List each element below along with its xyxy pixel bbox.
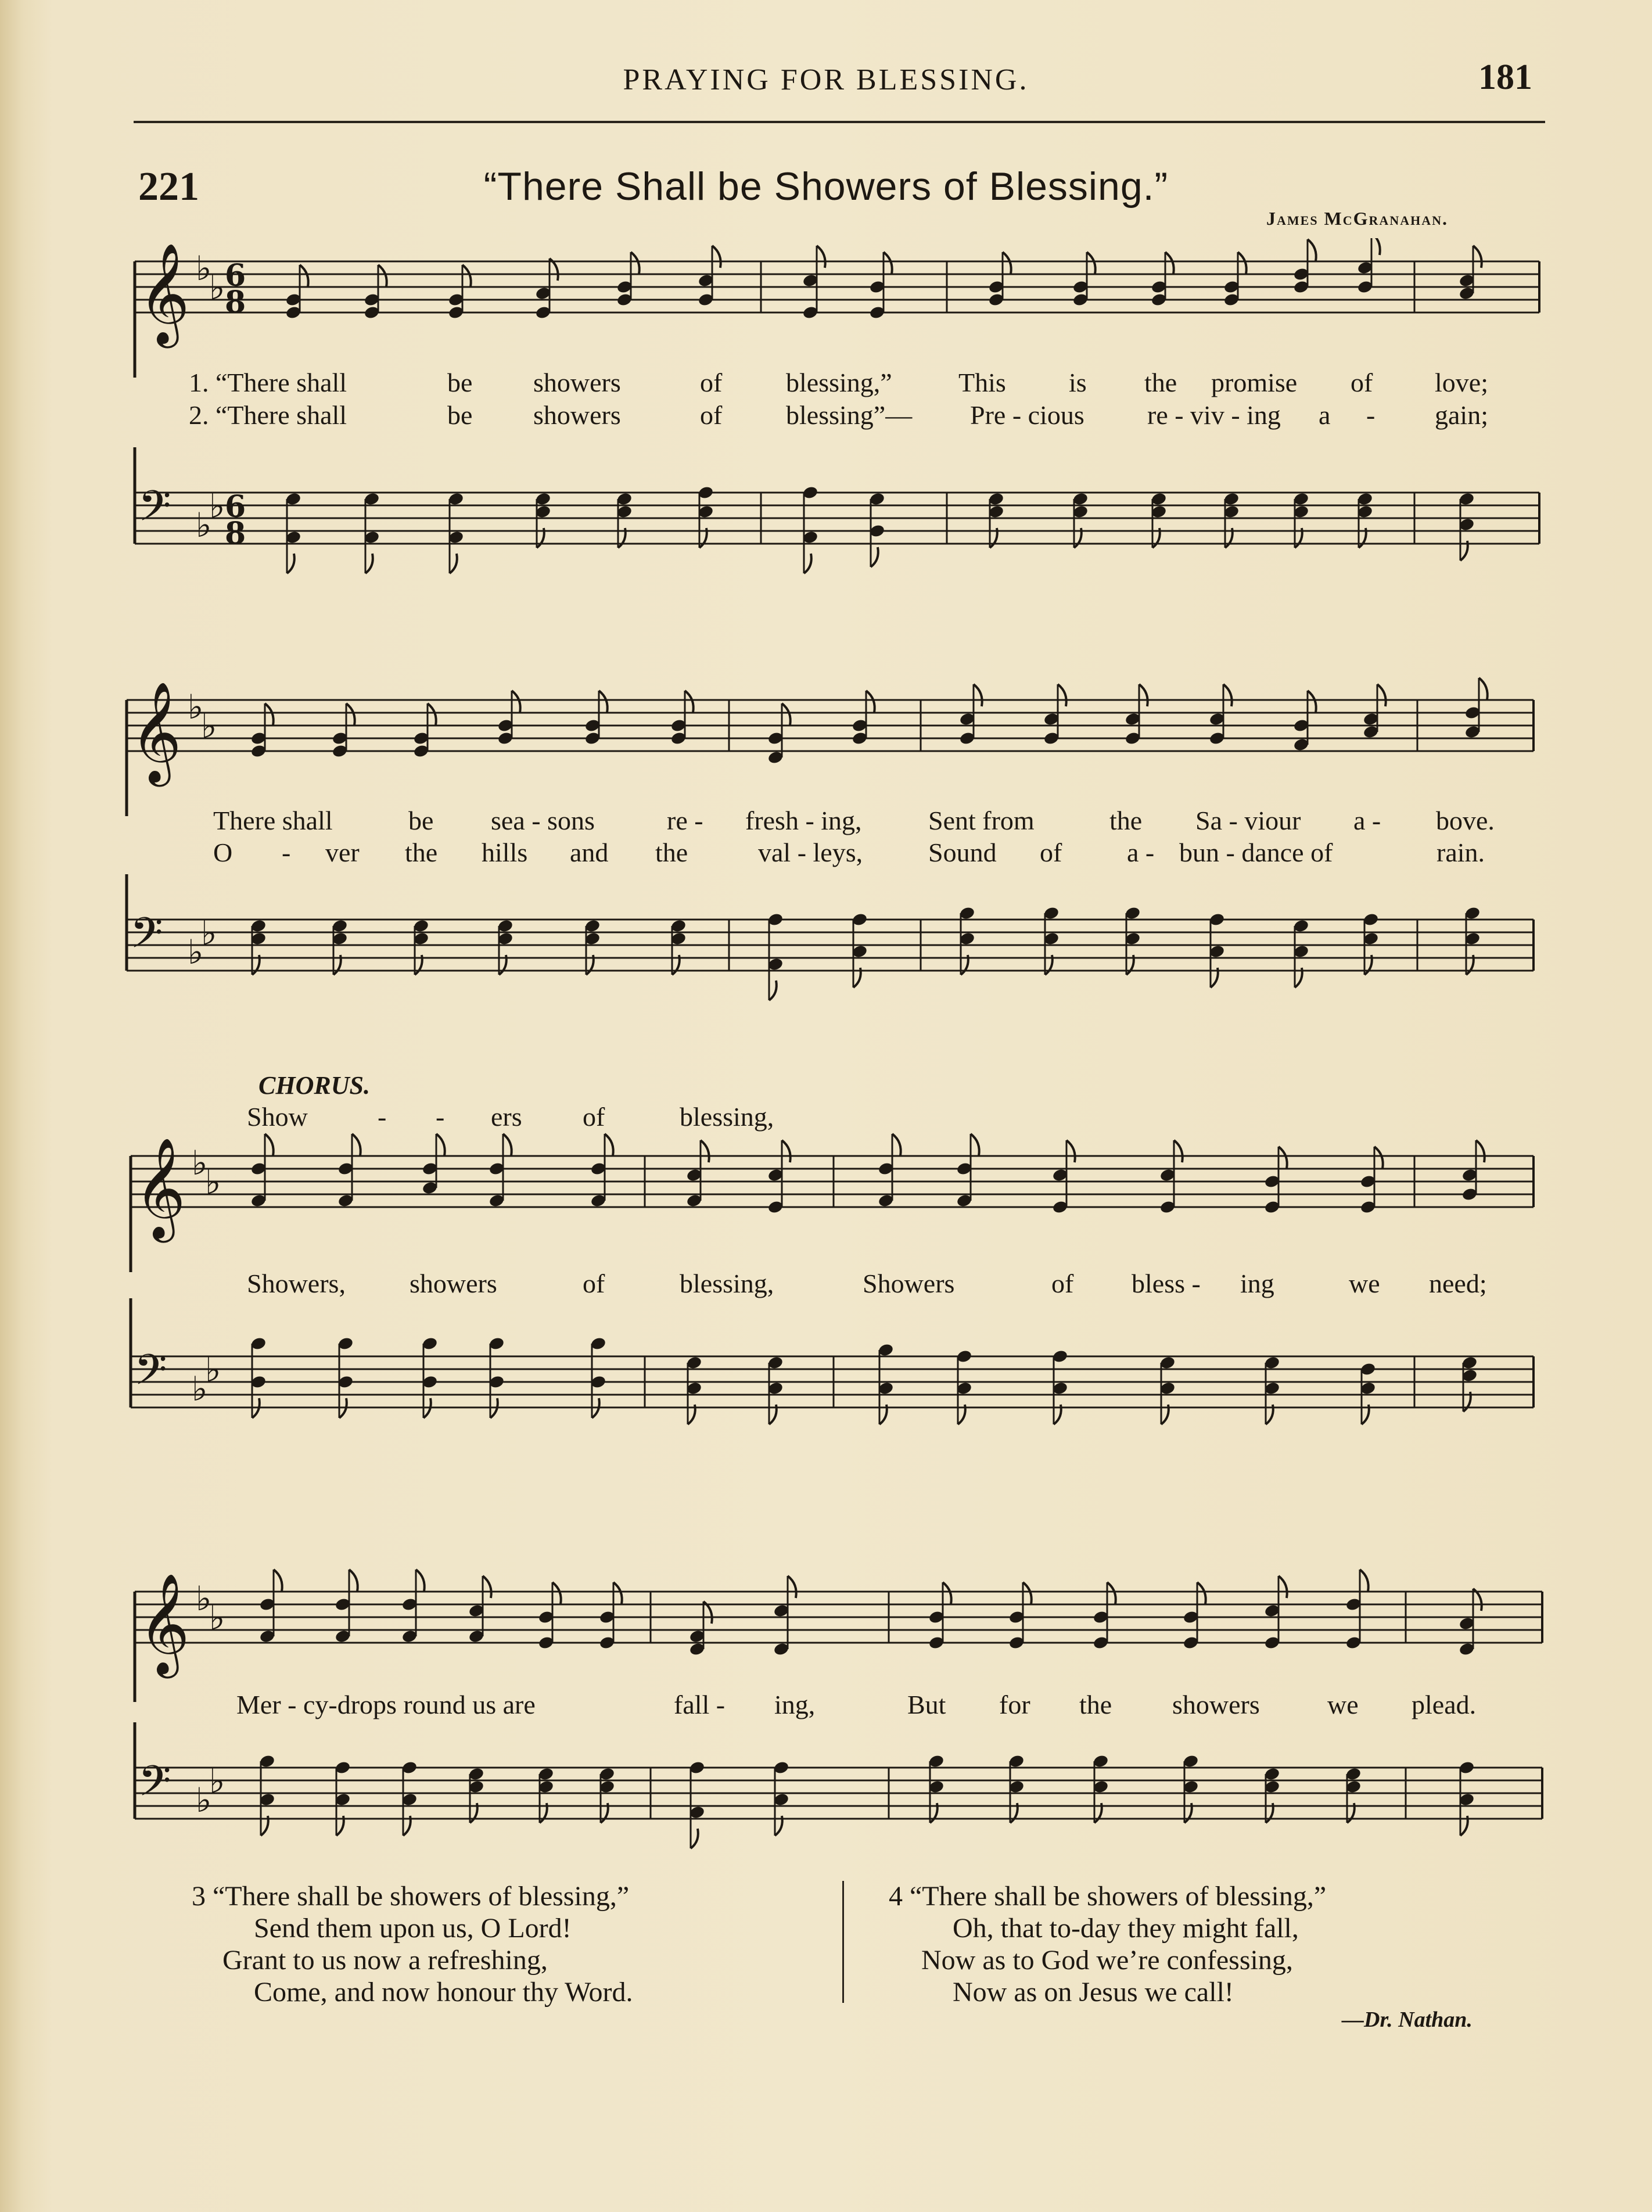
note-flag — [782, 1140, 791, 1162]
chorus-label: CHORUS. — [258, 1071, 370, 1100]
note-flag — [1197, 1582, 1206, 1604]
lyric-word: a - — [1127, 838, 1155, 867]
author-credit: —Dr. Nathan. — [1342, 2008, 1473, 2032]
lyric-word: love; — [1435, 368, 1488, 397]
note-flag — [1058, 684, 1066, 706]
flat-icon: ♭ — [196, 1579, 212, 1618]
lyric-word: Showers — [863, 1269, 955, 1298]
lyric-word: of — [1040, 838, 1062, 867]
note-flag — [1003, 252, 1011, 274]
note-flag — [943, 1582, 951, 1604]
lyric-word: - — [378, 1102, 387, 1132]
lyric-word: - — [282, 838, 291, 867]
note-flag — [462, 265, 471, 287]
verse-3-line: Come, and now honour thy Word. — [254, 1977, 633, 2008]
note-flag — [365, 554, 373, 573]
note-flag — [974, 684, 982, 706]
lyric-word: ing — [1240, 1269, 1274, 1298]
lyric-word: Show — [247, 1102, 308, 1132]
lyric-word: need; — [1429, 1269, 1487, 1298]
note-flag — [1107, 1582, 1116, 1604]
lyric-word: fresh - ing, — [745, 806, 862, 835]
lyric-word: blessing,” — [786, 368, 892, 397]
note-flag — [817, 246, 825, 268]
lyric-word: showers — [533, 400, 621, 430]
system-4-bass-staff — [0, 1722, 1652, 1868]
system-3-bass-staff — [0, 1298, 1652, 1473]
treble-clef-icon: 𝄞 — [138, 1573, 190, 1674]
lyric-word: ver — [325, 838, 360, 867]
lyric-word: and — [570, 838, 609, 867]
lyric-word: blessing, — [680, 1102, 774, 1132]
verse-4-line: 4 “There shall be showers of blessing,” — [889, 1881, 1327, 1912]
note-flag — [1308, 691, 1316, 713]
lyric-word: a — [1319, 400, 1331, 430]
bass-clef-icon: 𝄢 — [138, 1756, 171, 1816]
note-flag — [265, 1134, 274, 1156]
verse-3-line: Grant to us now a refreshing, — [222, 1945, 548, 1976]
note-flag — [512, 691, 520, 713]
verse-4-line: Now as to God we’re confessing, — [921, 1945, 1293, 1976]
bass-clef-icon: 𝄢 — [134, 1345, 167, 1405]
hymn-title: “There Shall be Showers of Blessing.” — [483, 164, 1169, 209]
note-flag — [1371, 238, 1380, 255]
note-flag — [1023, 1582, 1032, 1604]
system-1-treble-staff — [0, 238, 1652, 378]
note-flag — [691, 1829, 698, 1848]
flat-icon: ♭ — [209, 486, 225, 526]
running-head: PRAYING FOR BLESSING. — [623, 63, 1029, 96]
note-flag — [613, 1582, 622, 1604]
lyric-word: bless - — [1132, 1269, 1201, 1298]
lyric-word: be — [447, 400, 473, 430]
lyric-word: showers — [533, 368, 621, 397]
lyric-word: This — [958, 368, 1006, 397]
lyric-word: of — [583, 1269, 605, 1298]
system-3-treble-staff — [0, 1133, 1652, 1272]
verse-3-line: Send them upon us, O Lord! — [254, 1913, 572, 1944]
lyric-word: plead. — [1412, 1690, 1477, 1719]
note-flag — [1278, 1576, 1287, 1598]
header-rule — [134, 121, 1545, 123]
verse-column-divider — [842, 1881, 844, 2003]
lyric-word: bove. — [1436, 806, 1495, 835]
flat-icon: ♭ — [188, 687, 204, 727]
lyric-word: 1. “There shall — [189, 368, 347, 397]
note-flag — [1476, 1140, 1485, 1162]
lyric-word: blessing”— — [786, 400, 913, 430]
lyric-word: 2. “There shall — [189, 400, 347, 430]
hymn-number: 221 — [138, 164, 199, 209]
note-flag — [1278, 1147, 1287, 1169]
time-signature-bottom: 8 — [225, 285, 246, 320]
flat-icon: ♭ — [205, 1162, 221, 1202]
lyric-word: we — [1349, 1269, 1380, 1298]
note-flag — [605, 1134, 613, 1156]
note-flag — [871, 547, 878, 567]
system-1-bass-staff — [0, 447, 1652, 592]
composer-credit: James McGranahan. — [1266, 208, 1448, 229]
flat-icon: ♭ — [209, 1598, 225, 1638]
note-flag — [971, 1134, 979, 1156]
note-flag — [450, 554, 457, 573]
lyric-word: re - viv - ing — [1147, 400, 1281, 430]
system-4-treble-staff — [0, 1545, 1652, 1702]
lyric-word: bun - dance of — [1179, 838, 1333, 867]
flat-icon: ♭ — [188, 932, 204, 972]
lyric-word: for — [999, 1690, 1030, 1719]
note-flag — [346, 703, 355, 726]
lyric-word: we — [1327, 1690, 1359, 1719]
lyric-word: of — [700, 368, 723, 397]
lyric-word: hills — [482, 838, 528, 867]
lyric-word: of — [1051, 1269, 1074, 1298]
lyric-word: the — [405, 838, 438, 867]
lyric-word: val - leys, — [758, 838, 863, 867]
flat-icon: ♭ — [205, 1350, 221, 1389]
lyric-word: the — [1144, 368, 1177, 397]
treble-clef-icon: 𝄞 — [138, 243, 190, 344]
lyric-word: But — [907, 1690, 946, 1719]
flat-icon: ♭ — [192, 1143, 208, 1183]
note-flag — [378, 265, 387, 287]
note-flag — [1223, 684, 1232, 706]
note-flag — [1374, 1147, 1383, 1169]
note-flag — [701, 1140, 709, 1162]
lyric-word: be — [408, 806, 434, 835]
lyric-word: of — [700, 400, 723, 430]
lyric-word: the — [655, 838, 688, 867]
lyric-word: rain. — [1436, 838, 1485, 867]
note-flag — [1139, 684, 1148, 706]
lyric-word: sea - sons — [491, 806, 595, 835]
note-flag — [1066, 1140, 1075, 1162]
lyric-word: the — [1109, 806, 1143, 835]
page-number: 181 — [1478, 58, 1532, 97]
flat-icon: ♭ — [192, 1369, 208, 1409]
flat-icon: ♭ — [201, 706, 217, 746]
note-flag — [631, 252, 640, 274]
note-flag — [804, 554, 811, 573]
note-flag — [769, 981, 777, 1000]
lyric-word: gain; — [1435, 400, 1488, 430]
system-2-bass-staff — [0, 874, 1652, 1019]
note-flag — [1479, 678, 1488, 700]
note-flag — [300, 265, 308, 287]
note-flag — [1174, 1140, 1183, 1162]
flat-icon: ♭ — [196, 1780, 212, 1820]
verse-4-line: Now as on Jesus we call! — [953, 1977, 1234, 2008]
note-flag — [782, 703, 791, 726]
lyric-word: Sa - viour — [1195, 806, 1301, 835]
note-flag — [599, 691, 608, 713]
flat-icon: ♭ — [196, 505, 212, 545]
lyric-word: Mer - cy-drops round us are — [236, 1690, 536, 1719]
note-flag — [503, 1134, 512, 1156]
system-2-treble-staff — [0, 677, 1652, 816]
bass-clef-icon: 𝄢 — [130, 908, 163, 968]
lyric-word: showers — [410, 1269, 497, 1298]
note-flag — [265, 703, 274, 726]
note-flag — [712, 246, 721, 268]
note-flag — [892, 1134, 901, 1156]
lyric-word: of — [1351, 368, 1373, 397]
note-flag — [1308, 239, 1316, 261]
note-flag — [287, 554, 295, 573]
lyric-word: ing, — [774, 1690, 816, 1719]
lyric-word: Pre - cious — [970, 400, 1084, 430]
note-flag — [352, 1134, 361, 1156]
lyric-word: Sound — [928, 838, 997, 867]
note-flag — [349, 1570, 358, 1592]
note-flag — [1165, 252, 1174, 274]
verse-4-line: Oh, that to-day they might fall, — [953, 1913, 1299, 1944]
time-signature-bottom: 8 — [225, 516, 246, 551]
lyric-word: - — [1366, 400, 1376, 430]
lyric-word: the — [1079, 1690, 1112, 1719]
note-flag — [274, 1570, 282, 1592]
flat-icon: ♭ — [209, 268, 225, 307]
lyric-word: of — [583, 1102, 605, 1132]
note-flag — [866, 691, 875, 713]
lyric-word: fall - — [674, 1690, 726, 1719]
note-flag — [483, 1576, 491, 1598]
note-flag — [416, 1570, 425, 1592]
lyric-word: re - — [667, 806, 703, 835]
note-flag — [1473, 246, 1482, 268]
lyric-word: O — [213, 838, 233, 867]
note-flag — [428, 703, 436, 726]
treble-clef-icon: 𝄞 — [134, 1137, 186, 1238]
verse-3-line: 3 “There shall be showers of blessing,” — [192, 1881, 630, 1912]
lyric-word: be — [447, 368, 473, 397]
note-flag — [436, 1134, 445, 1156]
lyric-word: is — [1069, 368, 1087, 397]
lyric-word: a - — [1353, 806, 1381, 835]
flat-icon: ♭ — [201, 913, 217, 953]
lyric-word: Sent from — [928, 806, 1035, 835]
lyric-word: - — [436, 1102, 445, 1132]
flat-icon: ♭ — [209, 1761, 225, 1801]
lyric-word: blessing, — [680, 1269, 774, 1298]
note-flag — [884, 252, 892, 274]
lyric-word: Showers, — [247, 1269, 346, 1298]
note-flag — [685, 691, 694, 713]
treble-clef-icon: 𝄞 — [130, 681, 182, 782]
note-flag — [1087, 252, 1096, 274]
note-flag — [1377, 684, 1386, 706]
lyric-word: promise — [1211, 368, 1298, 397]
time-signature-top: 6 — [225, 489, 246, 525]
time-signature-top: 6 — [225, 258, 246, 293]
lyric-word: ers — [491, 1102, 522, 1132]
note-flag — [1360, 1570, 1369, 1592]
lyric-word: There shall — [213, 806, 333, 835]
note-flag — [788, 1576, 796, 1598]
flat-icon: ♭ — [196, 249, 212, 288]
lyric-word: showers — [1172, 1690, 1260, 1719]
bass-clef-icon: 𝄢 — [138, 481, 171, 541]
note-flag — [1238, 252, 1247, 274]
note-flag — [552, 1582, 561, 1604]
